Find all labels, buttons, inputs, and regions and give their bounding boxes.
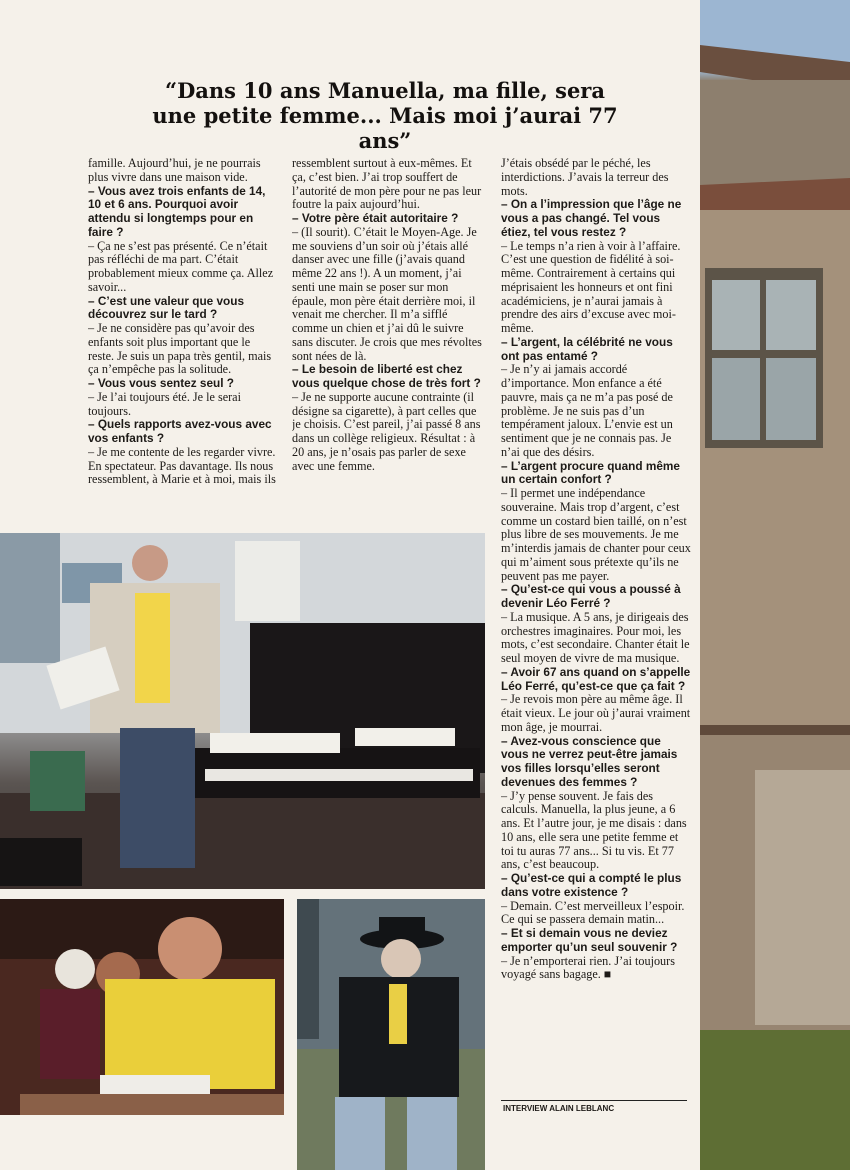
interview-answer: – Je me contente de les regarder vivre. En spectateur. Pas davantage. Ils nous ressemblent, à Marie et à moi, mais ils [88, 444, 276, 487]
text-column-3 [501, 157, 691, 1107]
interview-question: – On a l’impression que l’âge ne vous a pas changé. Tel vous étiez, tel vous restez ? [501, 197, 682, 239]
text-column-2 [292, 157, 482, 529]
interview-question: – Votre père était autoritaire ? [292, 211, 459, 225]
interview-answer: – Je revois mon père au même âge. Il était vieux. Le jour où j’aurai vraiment mon âge, je mourrai. [501, 692, 691, 734]
interview-question: – Le besoin de liberté est chez vous quelque chose de très fort ? [292, 362, 481, 390]
interview-answer: – (Il sourit). C’était le Moyen-Age. Je me souviens d’un soir où j’étais allé danser avec une fille (j’avais quand même 22 ans !). A un moment, j’ai senti une main se poser sur mon épaule, mon père était derrière moi, il venait me chercher. Il m’a sifflé comme un chien et j’ai dû le suivre sans discuter. Je crois que mes révoltes sont nées de là. [292, 224, 482, 363]
family-photo [0, 899, 284, 1115]
portrait-with-hat-photo [297, 899, 485, 1170]
interview-answer: J’étais obsédé par le péché, les interdictions. J’avais la terreur des mots. [501, 157, 669, 198]
interview-credit [501, 1100, 687, 1113]
interview-question: – Qu’est-ce qui vous a poussé à devenir Léo Ferré ? [501, 582, 681, 610]
interview-answer: famille. Aujourd’hui, je ne pourrais plus vivre dans une maison vide. [88, 157, 261, 184]
interview-question: – Vous vous sentez seul ? [88, 376, 234, 390]
credit-text: INTERVIEW ALAIN LEBLANC [503, 1104, 615, 1113]
interview-question: – L’argent procure quand même un certain confort ? [501, 458, 680, 487]
text-column-1 [88, 157, 276, 529]
interview-answer: – Je l’ai toujours été. Je le serai toujours. [88, 389, 241, 418]
interview-answer: – Il permet une indépendance souveraine. Mais trop d’argent, c’est comme un costard bien taillé, on n’est plus libre de ses mouvements. Je me m’interdis jamais de chanter pour ceux qui m’aiment sous prétexte qu’ils ne peuvent pas me payer. [501, 486, 691, 583]
interview-question: – Quels rapports avez-vous avec vos enfants ? [88, 417, 272, 445]
interview-answer: – Ça ne s’est pas présenté. Ce n’était pas réfléchi de ma part. C’était probablement mieux comme ça. Allez savoir... [88, 238, 274, 294]
interview-answer: – Je ne considère pas qu’avoir des enfants soit plus important que le reste. Je suis un papa très gentil, mais ça n’empêche pas la solitude. [88, 321, 272, 377]
stone-house-photo [700, 0, 850, 1170]
interview-answer: – J’y pense souvent. Je fais des calculs. Manuella, la plus jeune, a 6 ans. Et l’autre jour, je me disais : dans 10 ans, elle sera une petite femme et toi tu auras 77 ans... Si tu vis. Et 77 ans, c’est beaucoup. [501, 788, 687, 872]
interview-answer: – Le temps n’a rien à voir à l’affaire. C’est une question de fidélité à soi-même. Contrairement à certains qui méprisaient les honneurs et ont fini académiciens, je n’aurai jamais à prendre des airs d’excuse avec moi-même. [501, 238, 681, 335]
interview-answer: – Demain. C’est merveilleux l’espoir. Ce qui se passera demain matin... [501, 898, 685, 927]
interview-question: – Vous avez trois enfants de 14, 10 et 6 ans. Pourquoi avoir attendu si longtemps pour en faire ? [88, 183, 266, 239]
interview-question: – Qu’est-ce qui a compté le plus dans votre existence ? [501, 871, 682, 899]
interview-answer: ressemblent surtout à eux-mêmes. Et ça, c’est bien. J’ai trop souffert de l’autorité de mon père pour ne pas leur foutre la paix aujourd’hui. [292, 157, 482, 212]
interview-answer: – Je ne supporte aucune contrainte (il désigne sa cigarette), à part celles que je choisis. C’est pareil, j’ai passé 8 ans dans un collège religieux. Résultat : à 20 ans, je n’osais pas parler de sexe avec une femme. [292, 389, 481, 473]
interview-answer: – La musique. A 5 ans, je dirigeais des orchestres imaginaires. Pour moi, les mots, c’est secondaire. Chanter était le seul moyen de vivre de ma musique. [501, 609, 690, 665]
interview-question: – Avez-vous conscience que vous ne verrez peut-être jamais vos filles lorsqu’elles seront devenues des femmes ? [501, 733, 678, 789]
interview-question: – Et si demain vous ne deviez emporter qu’un seul souvenir ? [501, 926, 678, 954]
studio-photo [0, 533, 485, 889]
interview-answer: – Je n’y ai jamais accordé d’importance. Mon enfance a été pauvre, mais ça ne m’a pas posé de problème. Je ne suis pas d’un tempérament jaloux. L’envie est un sentiment que je ne connais pas. Je n’ai que des désirs. [501, 362, 673, 459]
interview-question: – Avoir 67 ans quand on s’appelle Léo Ferré, qu’est-ce que ça fait ? [501, 664, 691, 693]
interview-question: – L’argent, la célébrité ne vous ont pas entamé ? [501, 334, 673, 363]
interview-question: – C’est une valeur que vous découvrez sur le tard ? [88, 293, 245, 322]
headline: “Dans 10 ans Manuella, ma fille, sera une petite femme... Mais moi j’aurai 77 ans” [152, 78, 618, 154]
interview-answer: – Je n’emporterai rien. J’ai toujours voyagé sans bagage. ■ [501, 953, 675, 982]
